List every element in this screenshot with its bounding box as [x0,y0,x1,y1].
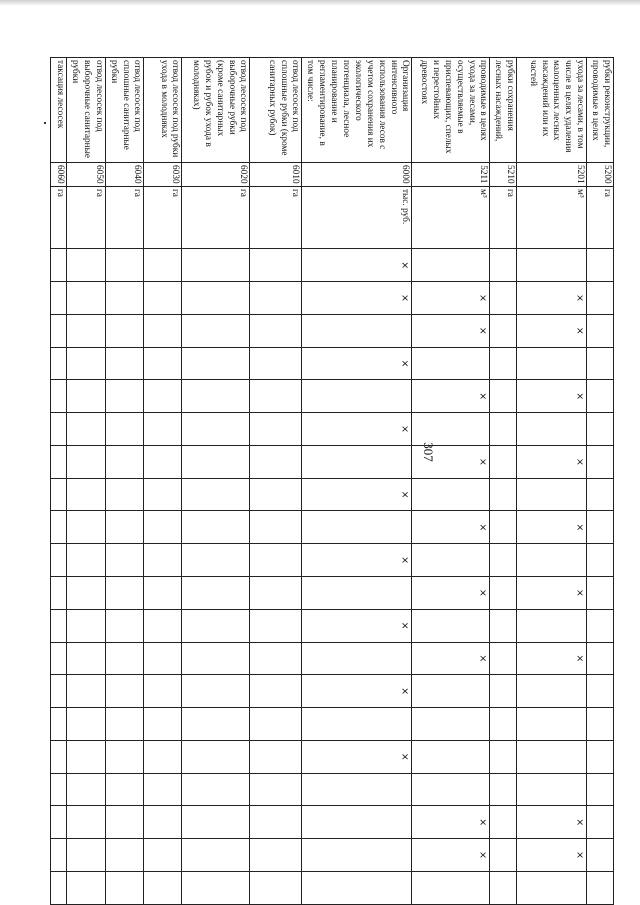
empty-cell [490,478,517,511]
table-row [67,58,106,905]
cross-mark-cell: × [517,282,587,315]
empty-cell [182,839,250,872]
empty-cell [51,675,67,708]
empty-cell [67,839,106,872]
empty-cell [144,380,182,413]
cross-mark-cell: × [302,347,412,380]
empty-cell [517,413,587,446]
empty-cell [51,839,67,872]
empty-cell [182,609,250,642]
empty-cell [67,347,106,380]
empty-cell [144,740,182,773]
empty-cell [490,708,517,741]
row-name-cell: проводимые в целях ухода за лесами, осуществляемые в приспевающих, спелых и перестойных древостоях [412,58,490,163]
empty-cell [144,413,182,446]
cross-mark-cell: × [517,577,587,610]
empty-cell [51,806,67,839]
empty-cell [250,642,302,675]
cross-mark-cell: × [412,806,490,839]
empty-cell [144,249,182,282]
empty-cell [182,511,250,544]
cross-mark-cell: × [517,314,587,347]
empty-cell [587,544,614,577]
table-row [144,58,182,905]
empty-cell [490,282,517,315]
empty-cell [250,282,302,315]
empty-cell [490,871,517,904]
empty-cell [105,642,144,675]
cross-mark-cell: × [517,806,587,839]
empty-cell [144,609,182,642]
empty-cell [490,609,517,642]
empty-cell [182,314,250,347]
empty-cell [67,708,106,741]
empty-cell [182,577,250,610]
empty-cell [250,740,302,773]
row-unit-cell: га [587,186,614,248]
empty-cell [67,773,106,806]
cross-mark-cell: × [412,380,490,413]
empty-cell [144,445,182,478]
empty-cell [302,642,412,675]
empty-cell [490,347,517,380]
empty-cell [51,544,67,577]
cross-mark-cell: × [412,511,490,544]
scan-speck [44,122,46,124]
empty-cell [302,577,412,610]
empty-cell [250,445,302,478]
cross-mark-cell: × [412,445,490,478]
empty-cell [517,675,587,708]
empty-cell [67,380,106,413]
empty-cell [250,609,302,642]
empty-cell [587,773,614,806]
empty-cell [144,282,182,315]
empty-cell [517,347,587,380]
empty-cell [517,609,587,642]
empty-cell [51,577,67,610]
empty-cell [302,773,412,806]
empty-cell [490,642,517,675]
empty-cell [587,806,614,839]
empty-cell [182,445,250,478]
empty-cell [250,249,302,282]
cross-mark-cell: × [302,609,412,642]
table-row [412,58,490,905]
row-name-cell: рубки реконструкции, проводимые в целях [587,58,614,163]
empty-cell [517,544,587,577]
empty-cell [490,314,517,347]
empty-cell [67,544,106,577]
row-code-cell: 6010 [250,162,302,186]
table-row [182,58,250,905]
row-code-cell: 6030 [144,162,182,186]
cross-mark-cell: × [412,642,490,675]
row-code-cell: 6060 [51,162,67,186]
row-name-cell: таксация лесосек [51,58,67,163]
empty-cell [412,675,490,708]
empty-cell [105,413,144,446]
empty-cell [587,577,614,610]
empty-cell [490,249,517,282]
empty-cell [51,347,67,380]
empty-cell [51,642,67,675]
empty-cell [250,511,302,544]
cross-mark-cell: × [412,577,490,610]
empty-cell [182,249,250,282]
empty-cell [250,708,302,741]
empty-cell [587,314,614,347]
empty-cell [490,773,517,806]
row-unit-cell: га [51,186,67,248]
empty-cell [67,609,106,642]
empty-cell [51,871,67,904]
row-name-cell: ухода за лесами, в том числе в целях удаления малоценных лесных насаждений или их частей [517,58,587,163]
empty-cell [67,445,106,478]
page-number: 307 [421,442,436,462]
empty-cell [302,380,412,413]
empty-cell [51,609,67,642]
empty-cell [144,314,182,347]
forestry-report-table [50,57,614,905]
empty-cell [587,871,614,904]
table-row [250,58,302,905]
cross-mark-cell: × [302,478,412,511]
cross-mark-cell: × [302,544,412,577]
cross-mark-cell: × [517,839,587,872]
empty-cell [105,609,144,642]
cross-mark-cell: × [412,839,490,872]
row-code-cell: 5201 [517,162,587,186]
table-body [51,58,614,905]
row-name-cell: отвод лесосек под выборочные санитарные рубки [67,58,106,163]
empty-cell [412,347,490,380]
empty-cell [517,708,587,741]
empty-cell [105,314,144,347]
row-name-cell: отвод лесосек под сплошные санитарные рубки [105,58,144,163]
row-name-cell: отвод лесосек под выборочные рубки (кроме санитарных рубок и рубок ухода в молодняках) [182,58,250,163]
empty-cell [105,806,144,839]
row-code-cell: 6050 [67,162,106,186]
empty-cell [105,740,144,773]
empty-cell [182,806,250,839]
empty-cell [587,282,614,315]
empty-cell [517,773,587,806]
empty-cell [144,478,182,511]
cross-mark-cell: × [302,282,412,315]
empty-cell [517,249,587,282]
empty-cell [587,511,614,544]
empty-cell [587,380,614,413]
empty-cell [144,347,182,380]
empty-cell [587,708,614,741]
empty-cell [250,871,302,904]
empty-cell [182,380,250,413]
empty-cell [412,544,490,577]
empty-cell [105,871,144,904]
empty-cell [67,577,106,610]
cross-mark-cell: × [412,282,490,315]
row-unit-cell: тыс. руб. [302,186,412,248]
empty-cell [302,314,412,347]
empty-cell [587,642,614,675]
empty-cell [302,839,412,872]
empty-cell [250,478,302,511]
cross-mark-cell: × [412,314,490,347]
empty-cell [105,577,144,610]
empty-cell [302,871,412,904]
scan-top-edge [0,0,640,6]
table-row [51,58,67,905]
empty-cell [250,380,302,413]
empty-cell [105,511,144,544]
empty-cell [144,839,182,872]
empty-cell [250,314,302,347]
empty-cell [587,249,614,282]
empty-cell [105,249,144,282]
empty-cell [51,282,67,315]
document-sheet [55,57,614,905]
empty-cell [490,413,517,446]
empty-cell [67,675,106,708]
empty-cell [105,282,144,315]
empty-cell [250,773,302,806]
empty-cell [51,773,67,806]
empty-cell [182,773,250,806]
empty-cell [67,249,106,282]
empty-cell [517,740,587,773]
empty-cell [182,478,250,511]
empty-cell [490,806,517,839]
empty-cell [412,773,490,806]
row-name-cell: отвод лесосек под рубки ухода в молодняках [144,58,182,163]
row-code-cell: 6040 [105,162,144,186]
empty-cell [490,380,517,413]
empty-cell [250,347,302,380]
empty-cell [51,740,67,773]
empty-cell [51,445,67,478]
cross-mark-cell: × [517,511,587,544]
empty-cell [302,445,412,478]
empty-cell [67,478,106,511]
empty-cell [105,675,144,708]
rotated-table-container [55,57,614,905]
cross-mark-cell: × [517,380,587,413]
empty-cell [587,445,614,478]
empty-cell [105,478,144,511]
table-row [587,58,614,905]
row-code-cell: 6020 [182,162,250,186]
empty-cell [182,282,250,315]
empty-cell [490,544,517,577]
empty-cell [67,806,106,839]
empty-cell [490,839,517,872]
empty-cell [412,871,490,904]
empty-cell [51,511,67,544]
empty-cell [587,413,614,446]
empty-cell [144,675,182,708]
empty-cell [105,773,144,806]
empty-cell [490,675,517,708]
table-row [105,58,144,905]
empty-cell [587,675,614,708]
empty-cell [517,871,587,904]
empty-cell [144,511,182,544]
empty-cell [67,740,106,773]
row-code-cell: 6000 [302,162,412,186]
empty-cell [412,740,490,773]
empty-cell [105,445,144,478]
row-unit-cell: га [182,186,250,248]
empty-cell [490,445,517,478]
cross-mark-cell: × [517,445,587,478]
empty-cell [51,380,67,413]
empty-cell [51,478,67,511]
empty-cell [412,478,490,511]
empty-cell [587,839,614,872]
empty-cell [182,675,250,708]
empty-cell [490,511,517,544]
empty-cell [51,314,67,347]
row-name-cell: Организация интенсивного использования лесов с учетом сохранения их экологического потенциала, лесное планирование и регламентирование, в том числе: [302,58,412,163]
cross-mark-cell: × [302,413,412,446]
empty-cell [51,413,67,446]
table-row [490,58,517,905]
empty-cell [302,511,412,544]
empty-cell [412,249,490,282]
empty-cell [105,380,144,413]
empty-cell [587,609,614,642]
row-name-cell: отвод лесосек под сплошные рубки (кроме санитарных рубок) [250,58,302,163]
empty-cell [105,347,144,380]
empty-cell [182,642,250,675]
empty-cell [144,642,182,675]
empty-cell [67,282,106,315]
row-unit-cell: м³ [517,186,587,248]
empty-cell [51,249,67,282]
empty-cell [105,544,144,577]
empty-cell [587,478,614,511]
empty-cell [67,642,106,675]
row-code-cell: 5210 [490,162,517,186]
row-unit-cell: га [67,186,106,248]
empty-cell [250,675,302,708]
row-unit-cell: м³ [412,186,490,248]
empty-cell [182,871,250,904]
empty-cell [182,347,250,380]
empty-cell [490,740,517,773]
empty-cell [144,544,182,577]
empty-cell [250,806,302,839]
empty-cell [250,839,302,872]
empty-cell [182,544,250,577]
cross-mark-cell: × [302,740,412,773]
empty-cell [182,708,250,741]
cross-mark-cell: × [302,249,412,282]
empty-cell [250,413,302,446]
empty-cell [144,806,182,839]
empty-cell [144,577,182,610]
empty-cell [105,708,144,741]
row-unit-cell: га [105,186,144,248]
empty-cell [67,871,106,904]
row-unit-cell: га [490,186,517,248]
empty-cell [490,577,517,610]
empty-cell [144,773,182,806]
empty-cell [67,511,106,544]
row-code-cell: 5200 [587,162,614,186]
empty-cell [587,347,614,380]
empty-cell [67,314,106,347]
row-name-cell: рубки сохранения лесных насаждений, [490,58,517,163]
empty-cell [51,708,67,741]
empty-cell [412,413,490,446]
empty-cell [302,806,412,839]
empty-cell [412,708,490,741]
empty-cell [517,478,587,511]
empty-cell [182,413,250,446]
empty-cell [182,740,250,773]
row-unit-cell: га [250,186,302,248]
row-code-cell: 5211 [412,162,490,186]
empty-cell [144,871,182,904]
empty-cell [144,708,182,741]
cross-mark-cell: × [302,675,412,708]
row-unit-cell: га [144,186,182,248]
empty-cell [105,839,144,872]
cross-mark-cell: × [517,642,587,675]
empty-cell [250,577,302,610]
empty-cell [587,740,614,773]
empty-cell [67,413,106,446]
table-row [302,58,412,905]
empty-cell [412,609,490,642]
empty-cell [302,708,412,741]
empty-cell [250,544,302,577]
table-row [517,58,587,905]
